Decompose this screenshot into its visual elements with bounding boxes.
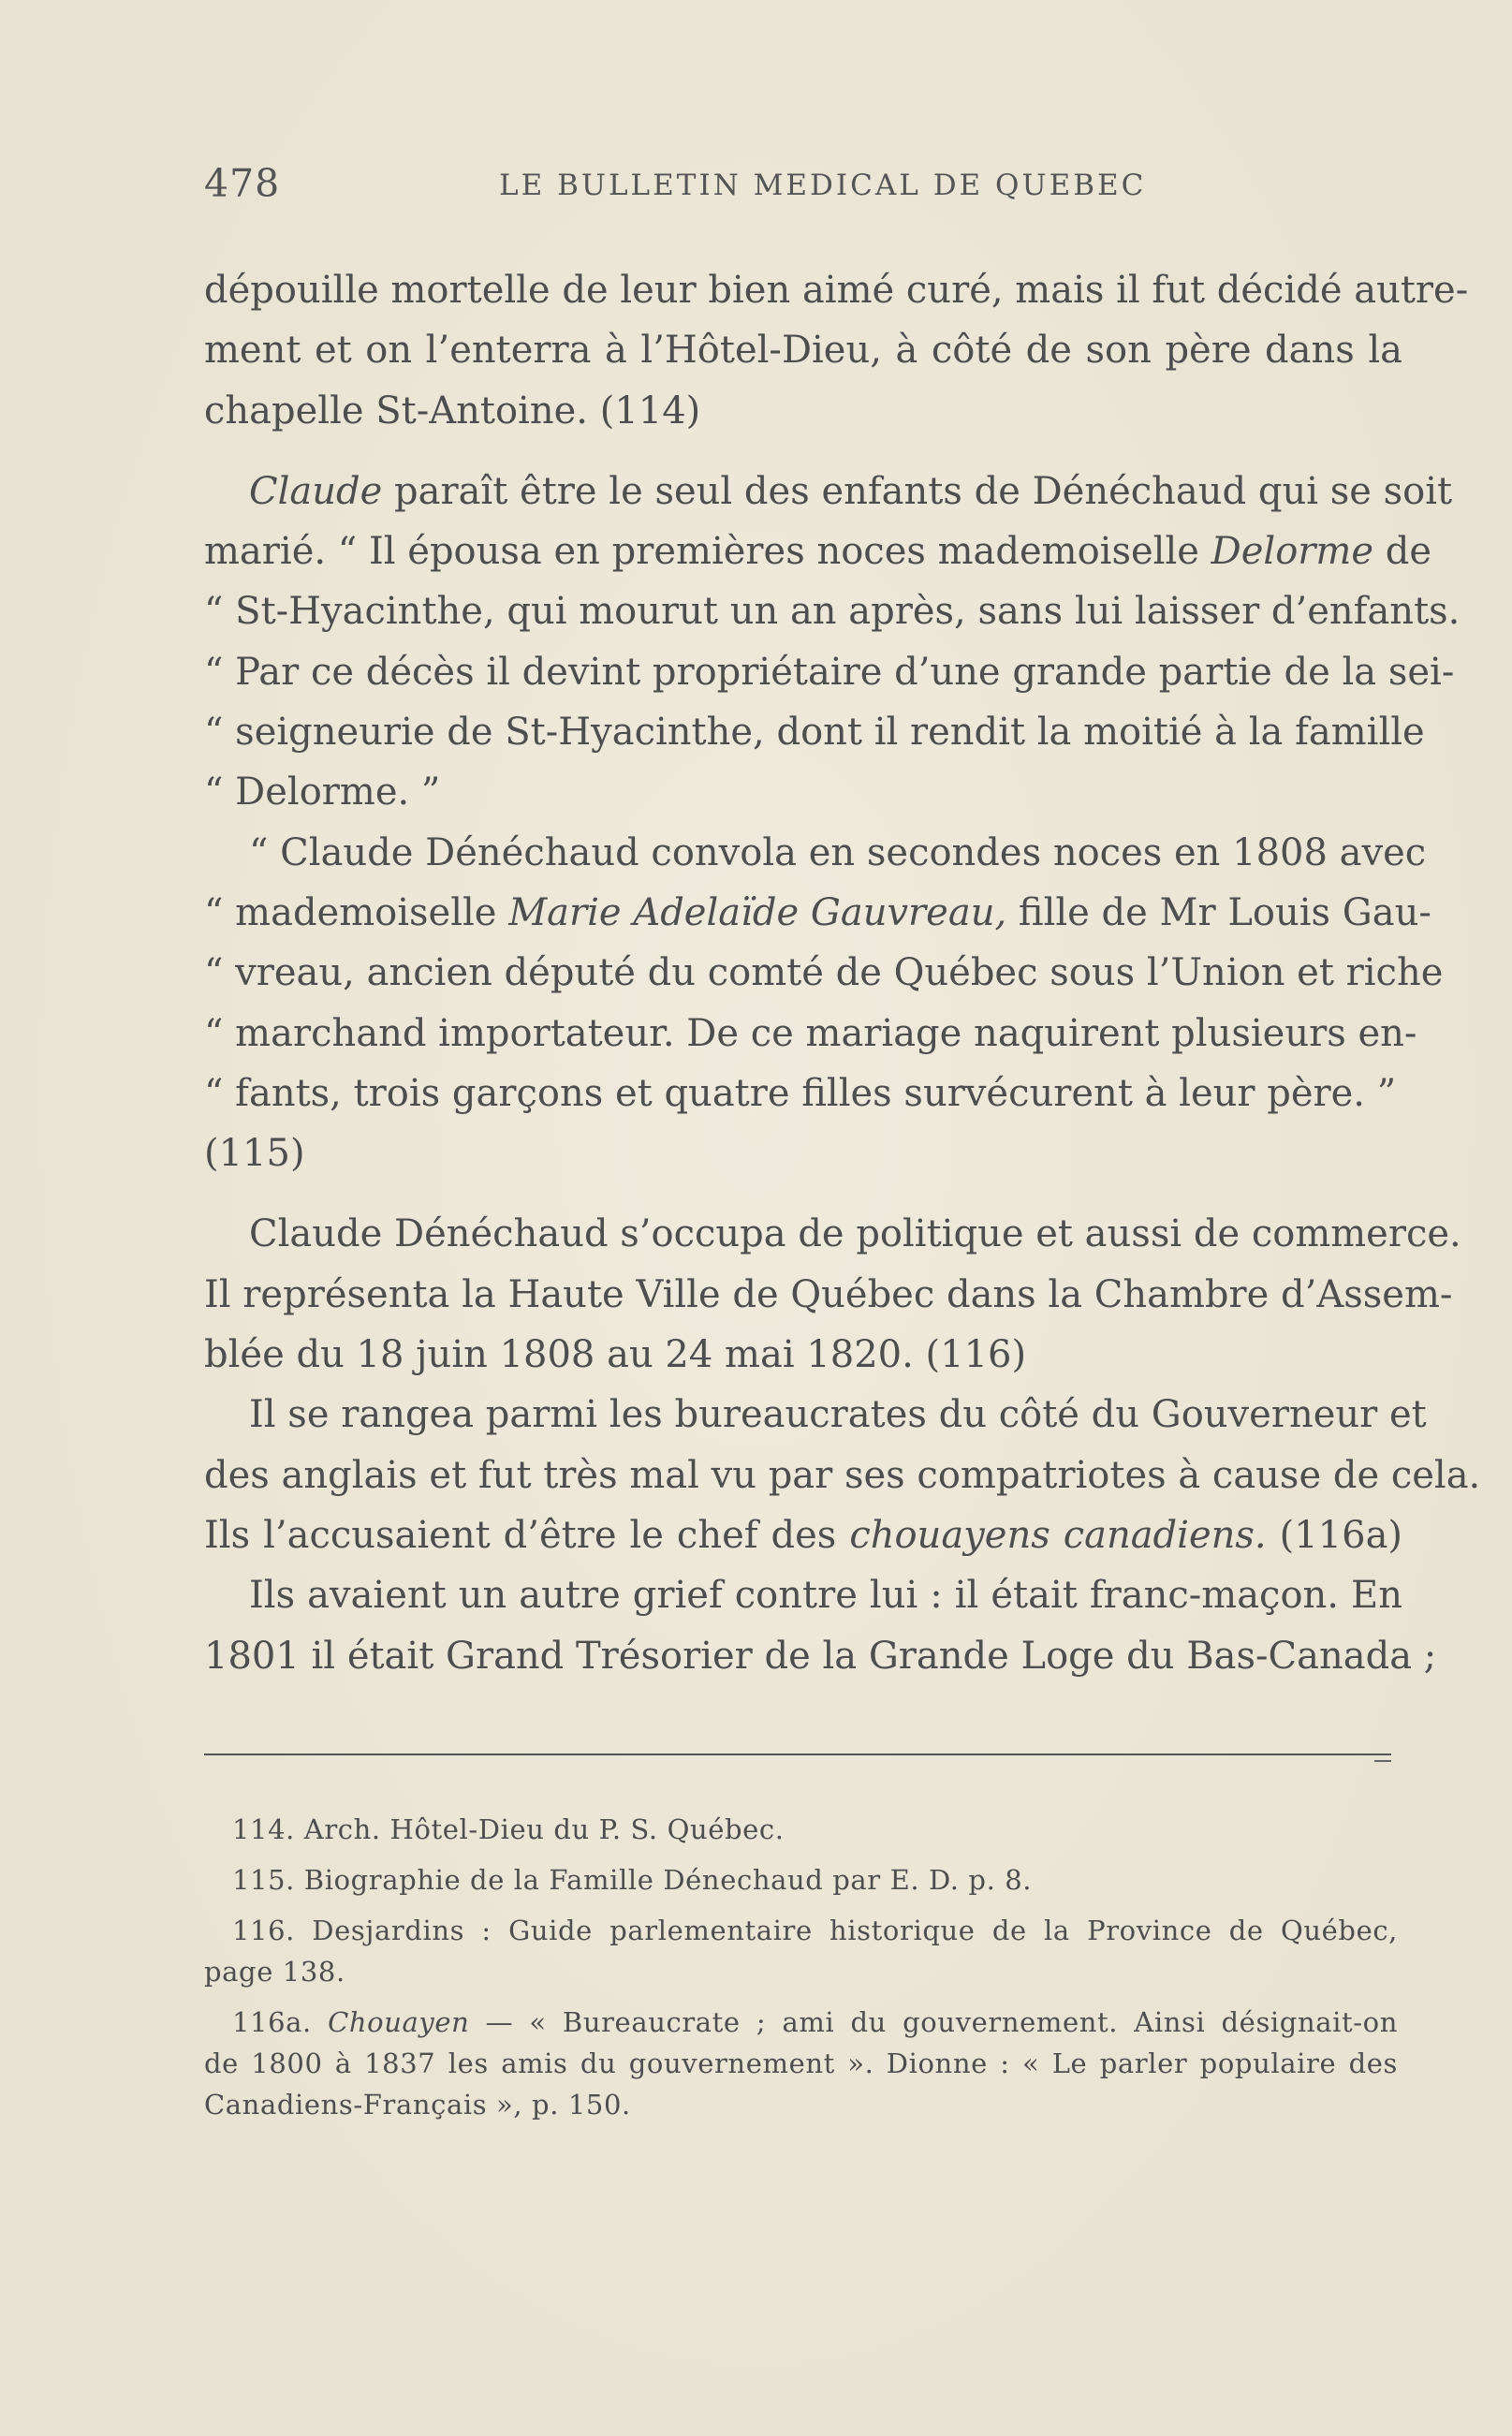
footnote-115: 115. Biographie de la Famille Dénechaud par E. D. p. 8. — [232, 1864, 1033, 1896]
page-number: 478 — [204, 161, 281, 206]
text-line: Il représenta la Haute Ville de Québec dans la Chambre d’Assem- — [204, 1272, 1453, 1316]
text-line: chapelle St-Antoine. (114) — [204, 389, 701, 433]
text-line: “ vreau, ancien député du comté de Québec sous l’Union et riche — [204, 951, 1444, 995]
italic-term: Chouayen — [328, 2006, 470, 2038]
body-text — [204, 260, 1481, 1686]
page-header — [204, 161, 1421, 217]
footnote-116a-cont: de 1800 à 1837 les amis du gouvernement ». Dionne : « Le parler populaire des — [204, 2047, 1398, 2079]
text-line: dépouille mortelle de leur bien aimé curé, mais il fut décidé autre- — [204, 269, 1469, 312]
text-line: (115) — [204, 1132, 305, 1176]
text-line: “ seigneurie de St-Hyacinthe, dont il rendit la moitié à la famille — [204, 711, 1425, 755]
text-line: “ Delorme. ” — [204, 770, 441, 814]
text-line: marié. “ Il épousa en premières noces mademoiselle Delorme de — [204, 530, 1431, 574]
footnote-116: 116. Desjardins : Guide parlementaire historique de la Province de Québec, — [232, 1915, 1398, 1946]
italic-name: Marie Adelaïde Gauvreau, — [508, 890, 1007, 934]
text-line: Claude paraît être le seul des enfants de Dénéchaud qui se soit — [249, 469, 1453, 513]
text-line: “ fants, trois garçons et quatre filles survécurent à leur père. ” — [204, 1071, 1397, 1115]
footnote-114: 114. Arch. Hôtel-Dieu du P. S. Québec. — [232, 1813, 785, 1845]
text-line: “ Claude Dénéchaud convola en secondes noces en 1808 avec — [249, 830, 1427, 874]
running-title: LE BULLETIN MEDICAL DE QUEBEC — [499, 169, 1147, 202]
text-line: des anglais et fut très mal vu par ses compatriotes à cause de cela. — [204, 1453, 1481, 1497]
text-line: Il se rangea parmi les bureaucrates du côté du Gouverneur et — [249, 1393, 1427, 1437]
text-line: blée du 18 juin 1808 au 24 mai 1820. (116) — [204, 1333, 1027, 1377]
italic-name: Delorme — [1211, 530, 1373, 574]
italic-name: Claude — [249, 469, 383, 513]
text-line: “ mademoiselle Marie Adelaïde Gauvreau, fille de Mr Louis Gau- — [204, 890, 1431, 934]
text-line: Claude Dénéchaud s’occupa de politique et aussi de commerce. — [249, 1212, 1461, 1256]
text-line: ment et on l’enterra à l’Hôtel-Dieu, à côté de son père dans la — [204, 329, 1402, 373]
italic-term: chouayens canadiens. — [849, 1513, 1267, 1557]
text-line: “ marchand importateur. De ce mariage naquirent plusieurs en- — [204, 1011, 1417, 1055]
footnote-116a-cont: Canadiens-Français », p. 150. — [204, 2089, 631, 2120]
text-line: Ils avaient un autre grief contre lui : il était franc-maçon. En — [249, 1574, 1402, 1618]
footnote-116a: 116a. Chouayen — « Bureaucrate ; ami du gouvernement. Ainsi désignait-on — [232, 2006, 1398, 2038]
footnote-separator — [204, 1754, 1391, 1755]
text-line: “ St-Hyacinthe, qui mourut un an après, sans lui laisser d’enfants. — [204, 590, 1461, 634]
text-line: “ Par ce décès il devint propriétaire d’une grande partie de la sei- — [204, 650, 1455, 694]
footnote-116-cont: page 138. — [204, 1956, 345, 1988]
footnote-separator-tail — [1374, 1760, 1391, 1762]
text-line: 1801 il était Grand Trésorier de la Grande Loge du Bas-Canada ; — [204, 1634, 1437, 1678]
footnotes — [204, 1809, 1398, 2125]
text-line: Ils l’accusaient d’être le chef des chouayens canadiens. (116a) — [204, 1513, 1403, 1557]
